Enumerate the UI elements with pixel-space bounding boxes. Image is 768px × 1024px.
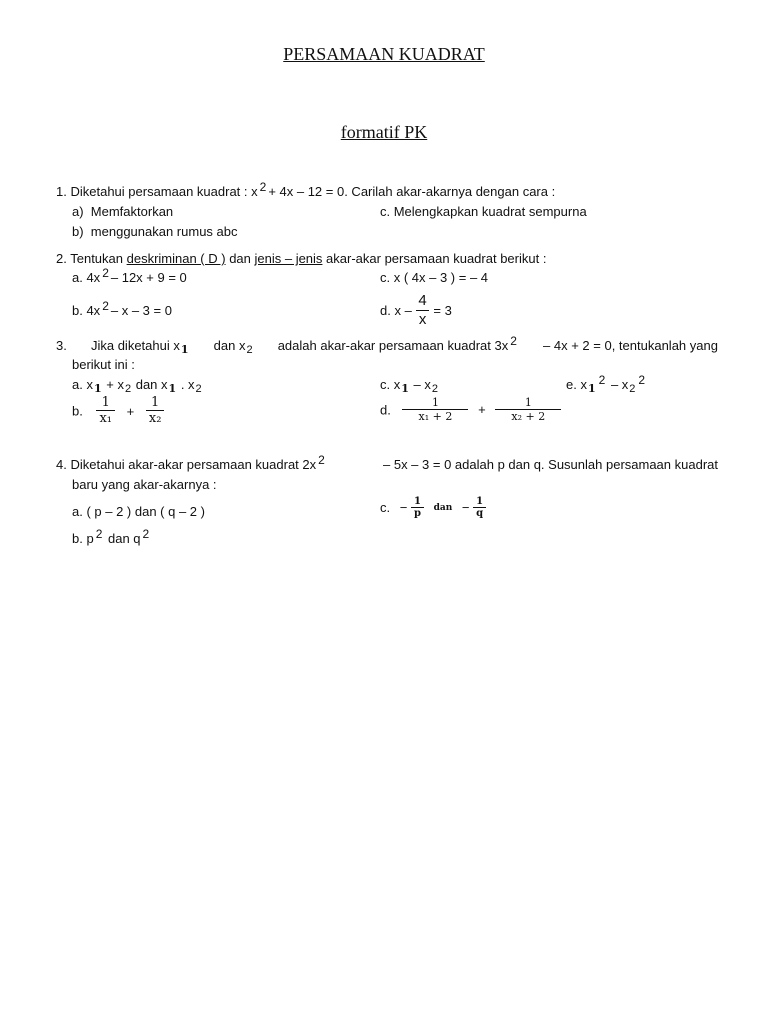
q2-d-post: = 3 xyxy=(433,302,452,318)
q1-option-a xyxy=(72,204,173,220)
q4-option-b: b. p 2 dan q 2 xyxy=(72,527,150,546)
q3-text-4: – 4x + 2 = 0, tentukanlah yang xyxy=(543,338,718,353)
q4-option-c: c. − $\frac{1}{p}$ dan − $\frac{1}{q}$ xyxy=(380,496,486,520)
q3-b-fraction-1: $\frac{1}{\text{x₁}}$ xyxy=(96,396,115,427)
q2-option-a xyxy=(72,266,187,286)
q2-text-3: akar-akar persamaan kuadrat berikut : xyxy=(322,251,547,266)
q3-b-label: b. xyxy=(72,403,83,419)
q1-text-a: Diketahui persamaan kuadrat : x xyxy=(70,184,258,199)
q1-option-a-text: Memfaktorkan xyxy=(90,204,174,219)
q4-text-2: – 5x – 3 = 0 adalah p dan q. Susunlah persamaan kuadrat xyxy=(383,457,718,472)
q2-d-pre: d. x – xyxy=(380,302,412,318)
q4-text-1: 4. Diketahui akar-akar persamaan kuadrat 2x 2 xyxy=(56,453,325,472)
q4-option-a: a. ( p – 2 ) dan ( q – 2 ) xyxy=(72,504,205,519)
q1-option-b xyxy=(72,224,238,240)
q2-a-pre: a. 4x xyxy=(72,270,101,285)
q2-b-post: – x – 3 = 0 xyxy=(110,303,172,318)
q4-line-2: baru yang akar-akarnya : xyxy=(72,477,217,492)
q4-c-fraction-2: $\frac{1}{q}$ xyxy=(473,496,486,520)
q3-text-2: dan $x_2$ xyxy=(213,338,253,356)
q3-option-d: d. $\frac{1}{\text{x₁ + 2}}$ + $\frac{1}{\text{x₂ + 2}}$ xyxy=(380,397,561,423)
q2-d-numerator: 4 xyxy=(418,292,427,309)
q4-line-1 xyxy=(56,453,718,473)
q3-text-3: adalah akar-akar persamaan kuadrat 3x 2 xyxy=(277,334,517,353)
q3-option-a: a. $x_1 + x_2$ dan $x_1$ . $x_2$ xyxy=(72,377,202,395)
q1-option-b-label: b) xyxy=(72,224,84,239)
q2-b-pre: b. 4x xyxy=(72,303,101,318)
q2-number: 2. xyxy=(56,251,67,266)
q2-option-c: c. x ( 4x – 3 ) = – 4 xyxy=(380,270,489,285)
q1-number: 1. xyxy=(56,184,67,199)
q2-text-1: Tentukan xyxy=(70,251,127,266)
q2-text-2: dan xyxy=(225,251,255,266)
q1-sup: 2 xyxy=(259,180,267,194)
q3-line-1 xyxy=(56,334,718,356)
q3-line-2: berikut ini : xyxy=(72,357,135,372)
q2-option-b xyxy=(72,299,172,319)
q3-b-fraction-2: $\frac{1}{\text{x₂}}$ xyxy=(146,396,165,427)
q4-c-fraction-1: $\frac{1}{p}$ xyxy=(411,496,424,520)
q1-line xyxy=(56,180,556,200)
q2-a-sup: 2 xyxy=(102,266,109,280)
q2-a-post: – 12x + 9 = 0 xyxy=(110,270,187,285)
q1-text-b: + 4x – 12 = 0. Carilah akar-akarnya dengan cara : xyxy=(268,184,556,199)
q3-d-label: d. xyxy=(380,402,391,418)
q1-option-c: c. Melengkapkan kuadrat sempurna xyxy=(380,204,587,219)
q3-d-fraction-2: $\frac{1}{\text{x₂ + 2}}$ xyxy=(495,397,561,423)
q2-b-sup: 2 xyxy=(102,299,109,313)
q2-d-denominator: x xyxy=(416,310,430,329)
q3-text-1: Jika diketahui $x_1$ xyxy=(90,338,189,356)
q2-d-fraction xyxy=(415,293,429,329)
q3-option-b: b. $\frac{1}{\text{x₁}}$ + $\frac{1}{\text{x₂}}$ xyxy=(72,396,164,427)
q2-underlined-2: jenis – jenis xyxy=(254,251,323,266)
q1-option-b-text: menggunakan rumus abc xyxy=(90,224,238,239)
q2-option-d xyxy=(380,293,452,329)
q3-number: 3. xyxy=(56,338,67,353)
page-subtitle: formatif PK xyxy=(340,122,428,142)
q3-option-e: e. $x_12 - x_22$ xyxy=(566,373,646,395)
q3-option-c: c. $x_1 - x_2$ xyxy=(380,377,438,395)
page-title: PERSAMAAN KUADRAT xyxy=(283,44,485,64)
q4-c-label: c. xyxy=(380,500,391,516)
q3-d-fraction-1: $\frac{1}{\text{x₁ + 2}}$ xyxy=(402,397,468,423)
q2-underlined-1: deskriminan ( D ) xyxy=(126,251,226,266)
q1-option-a-label: a) xyxy=(72,204,84,219)
q2-line xyxy=(56,251,546,267)
